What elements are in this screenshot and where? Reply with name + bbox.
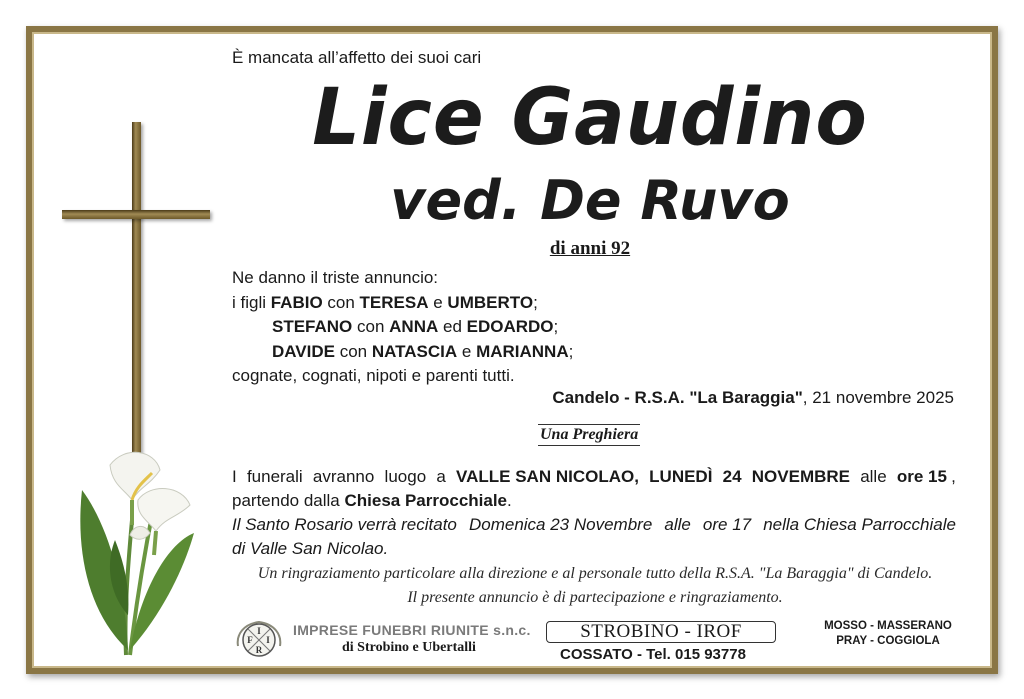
church-name: Chiesa Parrocchiale	[344, 491, 508, 510]
family-member-name: UMBERTO	[447, 292, 534, 312]
intro-text: È mancata all’affetto dei suoi cari	[232, 48, 482, 67]
rosary-line-1: Il Santo Rosario verrà recitato Domenica 23 Novembre alle ore 17 nella Chiesa Parrocchiale	[232, 515, 956, 534]
rosary-line-2: di Valle San Nicolao.	[232, 539, 389, 558]
family-member-name: MARIANNA	[476, 341, 569, 361]
funeral-word: avranno	[312, 467, 375, 486]
funeral-word: VALLE SAN NICOLAO,	[456, 467, 639, 486]
place: Candelo - R.S.A. "La Baraggia"	[552, 388, 803, 407]
family-member-name: TERESA	[359, 292, 429, 312]
family-member-name: STEFANO	[272, 317, 353, 336]
funeral-word: funerali	[246, 467, 303, 486]
svg-text:R: R	[255, 645, 263, 655]
svg-text:I: I	[257, 626, 261, 636]
branch-locations: MOSSO - MASSERANO PRAY - COGGIOLA	[824, 620, 952, 647]
svg-text:F: F	[247, 635, 253, 645]
family-member-name: FABIO	[270, 292, 323, 312]
deceased-name: Lice Gaudino	[312, 73, 868, 163]
family-text: ed	[438, 317, 467, 336]
cross-arm	[62, 210, 210, 219]
funeral-word: alle	[860, 467, 887, 486]
family-member-name: ANNA	[389, 317, 439, 336]
married-name: ved. De Ruvo	[390, 169, 790, 232]
family-text: ;	[533, 292, 538, 312]
funeral-word: I	[232, 467, 237, 486]
announcement-opening: Ne danno il triste annuncio:	[232, 268, 439, 287]
funeral-info	[232, 465, 956, 513]
brand-box: STROBINO - IROF	[546, 621, 776, 643]
svg-text:I: I	[266, 635, 270, 645]
funeral-word: NOVEMBRE	[751, 467, 850, 486]
family-text: ;	[568, 341, 574, 361]
cross-icon	[132, 122, 141, 462]
family-line	[232, 315, 573, 340]
calla-lily-icon	[70, 445, 200, 660]
company-owners: di Strobino e Ubertalli	[342, 640, 476, 655]
funeral-word: luogo	[384, 467, 427, 486]
funeral-line-1	[232, 465, 956, 489]
age-text: di anni 92	[549, 238, 631, 259]
place-date	[552, 388, 954, 408]
family-member-name: EDOARDO	[466, 317, 554, 336]
company-name: IMPRESE FUNEBRI RIUNITE s.n.c.	[293, 622, 531, 638]
family-text: con	[352, 317, 390, 336]
family-announcement	[232, 266, 573, 389]
family-text: e	[428, 292, 448, 312]
family-line	[232, 291, 573, 316]
funeral-word: 24	[722, 467, 742, 486]
family-line	[232, 340, 573, 365]
funeral-word: a	[436, 467, 446, 486]
family-text: con	[322, 292, 360, 312]
prayer-label: Una Preghiera	[538, 424, 640, 446]
date: , 21 novembre 2025	[802, 388, 954, 407]
family-member-name: DAVIDE	[272, 341, 335, 361]
family-member-name: NATASCIA	[371, 341, 458, 361]
family-text: e	[457, 341, 477, 361]
contact-phone: COSSATO - Tel. 015 93778	[560, 646, 746, 663]
thanks-text: Un ringraziamento particolare alla direzione e al personale tutto della R.S.A. "La Baraggia" di Candelo. Il presente annuncio è di partecipazione e ringraziamento.	[257, 565, 933, 606]
rosary-info	[232, 513, 956, 561]
funeral-word: ,	[951, 467, 956, 486]
ifir-logo-icon	[234, 620, 284, 660]
funeral-word: LUNEDÌ	[649, 467, 713, 486]
funeral-line-2: partendo dalla Chiesa Parrocchiale.	[232, 491, 512, 510]
announcement-closing: cognate, cognati, nipoti e parenti tutti.	[232, 366, 515, 385]
family-text: ;	[553, 317, 559, 336]
family-text: i figli	[232, 292, 271, 312]
funeral-word: ore 15	[896, 467, 947, 486]
family-text: con	[334, 341, 372, 361]
